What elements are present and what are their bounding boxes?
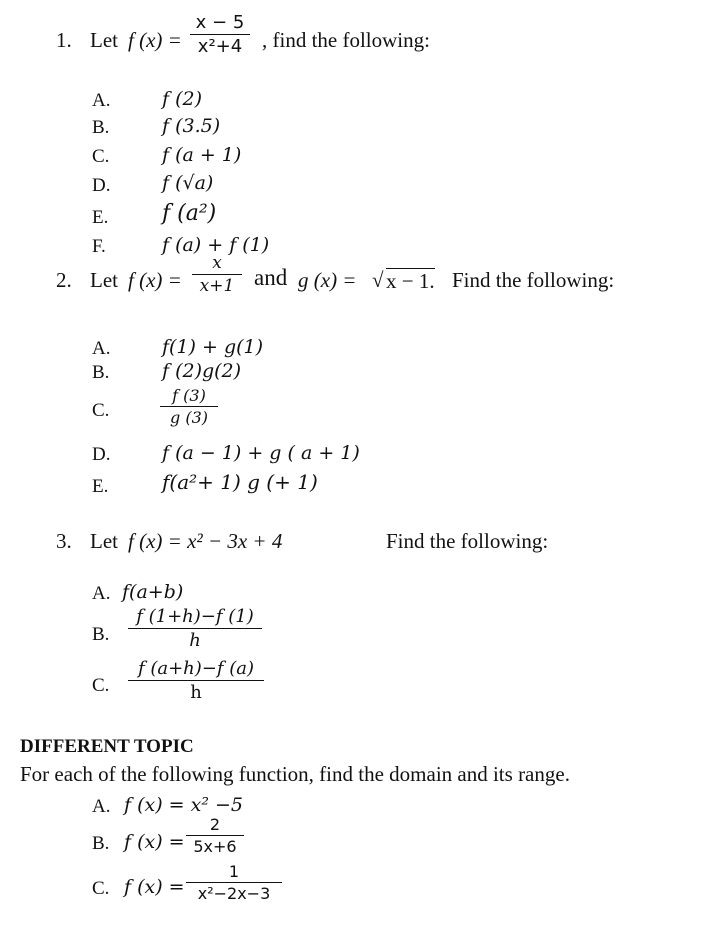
p2-item-d-label: D.: [92, 444, 111, 465]
p1-item-f-expr: f (a) + f (1): [162, 234, 270, 256]
p1-fraction: [190, 12, 250, 57]
p3-suffix: Find the following:: [386, 529, 549, 553]
p2-fraction: [192, 253, 242, 296]
p2-item-b-label: B.: [92, 362, 110, 383]
p1-item-c-label: C.: [92, 146, 110, 167]
p2-item-d-expr: f (a − 1) + g ( a + 1): [162, 442, 360, 464]
p3-item-b-fraction: [128, 606, 262, 651]
p3-item-c-numerator: f (a+h)−f (a): [137, 658, 255, 679]
p3-prefix: Let: [90, 529, 118, 553]
p2-item-e-label: E.: [92, 476, 109, 497]
section-instruction: For each of the following function, find the domain and its range.: [20, 762, 570, 786]
p3-item-c-denominator: h: [190, 682, 202, 703]
p3-item-c-bar: [128, 680, 264, 681]
dt-item-c-lhs: f (x) =: [124, 876, 185, 898]
p1-item-d-label: D.: [92, 175, 111, 196]
p1-item-d-expr: f (√a): [162, 172, 214, 194]
p1-item-e-expr: f (a²): [162, 201, 217, 226]
p2-fraction-bar: [192, 274, 242, 275]
dt-item-b-numerator: 2: [209, 815, 221, 834]
p2-and: and: [254, 265, 288, 290]
dt-item-b-denominator: 5x+6: [193, 837, 237, 856]
p3-item-c-label: C.: [92, 675, 110, 696]
dt-item-b-label: B.: [92, 833, 110, 854]
p3-item-b-numerator: f (1+h)−f (1): [136, 606, 254, 627]
dt-item-c-bar: [186, 882, 282, 883]
dt-item-b-bar: [186, 835, 244, 836]
p1-denominator: x²+4: [197, 36, 243, 57]
p1-item-a-expr: f (2): [162, 88, 202, 110]
p3-item-b-bar: [128, 628, 262, 629]
p2-item-c-numerator: f (3): [172, 386, 206, 405]
p1-item-f-label: F.: [92, 236, 106, 257]
p1-item-b-expr: f (3.5): [162, 115, 221, 137]
p1-item-a-label: A.: [92, 90, 111, 111]
dt-item-c-label: C.: [92, 878, 110, 899]
p1-numerator: x − 5: [195, 12, 245, 33]
p2-lhs: f (x) =: [128, 268, 182, 292]
dt-item-c-fraction: [186, 862, 282, 903]
p2-item-a-expr: f(1) + g(1): [162, 336, 264, 358]
p1-suffix: , find the following:: [262, 28, 430, 52]
p1-prefix: Let: [90, 28, 118, 52]
p1-lhs: f (x) =: [128, 28, 182, 52]
p2-item-c-bar: [160, 406, 218, 407]
p2-g-radicand: x − 1.: [386, 269, 435, 293]
dt-item-a-expr: f (x) = x² −5: [124, 794, 243, 816]
p1-item-b-label: B.: [92, 117, 110, 138]
p3-item-c-fraction: [128, 658, 264, 703]
p2-g-lhs: g (x) =: [298, 268, 357, 292]
p3-item-a-label: A.: [92, 583, 111, 604]
p1-item-e-label: E.: [92, 207, 109, 228]
p2-item-a-label: A.: [92, 338, 111, 359]
p2-denominator: x+1: [199, 276, 235, 296]
p3-item-b-denominator: h: [189, 630, 201, 651]
section-heading: DIFFERENT TOPIC: [20, 736, 194, 757]
p2-suffix: Find the following:: [452, 268, 615, 292]
p1-item-c-expr: f (a + 1): [162, 144, 242, 166]
p2-item-b-expr: f (2)g(2): [162, 360, 242, 382]
p3-item-b-label: B.: [92, 624, 110, 645]
p3-item-a-expr: f(a+b): [122, 581, 184, 603]
p2-item-c-fraction: [160, 386, 218, 427]
dt-item-c-numerator: 1: [228, 862, 240, 881]
p2-number: 2.: [56, 268, 72, 292]
dt-item-c-denominator: x²−2x−3: [197, 884, 271, 903]
dt-item-a-label: A.: [92, 796, 111, 817]
p2-sqrt-sign: √: [372, 268, 384, 292]
dt-item-b-lhs: f (x) =: [124, 831, 185, 853]
dt-item-b-fraction: [186, 815, 244, 856]
p2-item-c-denominator: g (3): [170, 408, 208, 427]
p3-number: 3.: [56, 529, 72, 553]
p2-prefix: Let: [90, 268, 118, 292]
p2-item-e-expr: f(a²+ 1) g (+ 1): [162, 470, 318, 494]
p2-numerator: x: [212, 253, 222, 273]
p3-lhs: f (x) = x² − 3x + 4: [128, 529, 283, 553]
p1-number: 1.: [56, 28, 72, 52]
p2-item-c-label: C.: [92, 400, 110, 421]
p1-fraction-bar: [190, 34, 250, 35]
